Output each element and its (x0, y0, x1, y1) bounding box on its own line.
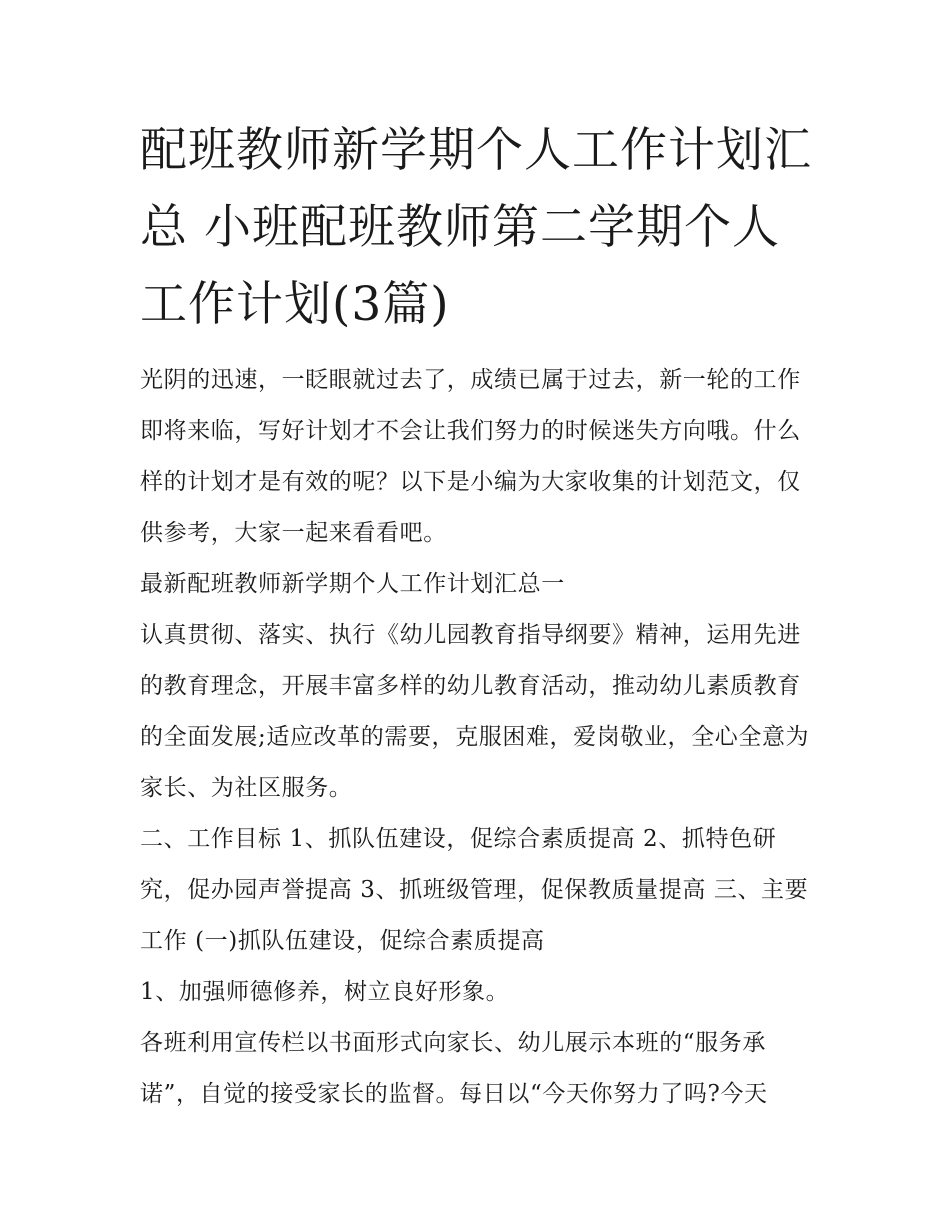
section-heading: 最新配班教师新学期个人工作计划汇总一 (140, 571, 565, 597)
document-title: 配班教师新学期个人工作计划汇总 小班配班教师第二学期个人工作计划(3篇) (140, 123, 812, 332)
list-item-heading: 1、加强师德修养，树立良好形象。 (140, 979, 510, 1005)
guiding-principle-paragraph: 认真贯彻、落实、执行《幼儿园教育指导纲要》精神，运用先进的教育理念，开展丰富多样的幼儿教育活动，推动幼儿素质教育的全面发展;适应改革的需要，克服困难，爱岗敬业，全心全意为家长、为社区服务。 (140, 622, 810, 801)
intro-paragraph: 光阴的迅速，一眨眼就过去了，成绩已属于过去，新一轮的工作即将来临，写好计划才不会让我们努力的时候迷失方向哦。什么样的计划才是有效的呢？以下是小编为大家收集的计划范文，仅供参考，大家一起来看看吧。 (140, 367, 801, 546)
service-commitment-paragraph: 各班利用宣传栏以书面形式向家长、幼儿展示本班的“服务承诺”，自觉的接受家长的监督。每日以“今天你努力了吗?今天 (140, 1030, 768, 1107)
work-goals-paragraph: 二、工作目标 1、抓队伍建设，促综合素质提高 2、抓特色研究，促办园声誉提高 3、抓班级管理，促保教质量提高 三、主要工作 (一)抓队伍建设，促综合素质提高 (140, 826, 809, 954)
